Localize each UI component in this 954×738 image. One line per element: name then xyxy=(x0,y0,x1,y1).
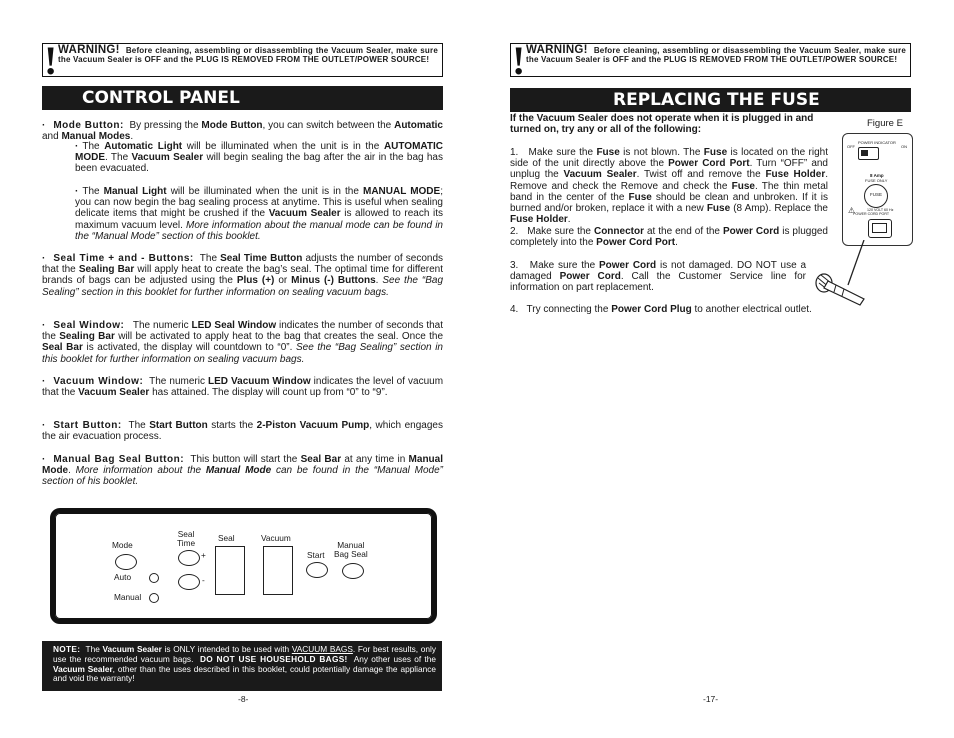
panel-minus-label: - xyxy=(202,575,205,585)
fig-fuse-only: FUSE ONLY xyxy=(865,178,888,183)
seal-time-plus-button[interactable] xyxy=(178,550,200,566)
panel-start-label: Start xyxy=(307,550,325,560)
seal-window-description: · Seal Window: The numeric LED Seal Window indicates the number of seconds that the Sealing Bar will be activated to apply heat to the bag that creates the seal. Once the Seal Bar is activated, the display will countdown to “0”. See the “Bag Sealing” section in this booklet for further information on sealing vacuum bags. xyxy=(42,320,444,365)
seal-time-minus-button[interactable] xyxy=(178,574,200,590)
warning-title: WARNING! xyxy=(58,44,120,56)
auto-light-icon xyxy=(149,573,159,583)
panel-sealtime-label: Seal Time xyxy=(177,529,196,548)
panel-seal-label: Seal xyxy=(218,533,235,543)
seal-window-display xyxy=(215,546,245,595)
fig-power-indicator: POWER INDICATOR xyxy=(858,140,896,145)
note-box: NOTE: The Vacuum Sealer is ONLY intended to be used with VACUUM BAGS. For best results, only use the recommended vacuum bags. DO NOT USE HOUSEHOLD BAGS! Any other uses of the Vacuum Sealer, other than the uses described in this booklet, could potentially damage the appliance and void the warranty! xyxy=(42,641,442,691)
panel-vacuum-label: Vacuum xyxy=(261,533,291,543)
power-cord-port-icon xyxy=(868,219,892,238)
mode-button[interactable] xyxy=(115,554,137,570)
figure-label: Figure E xyxy=(867,118,903,129)
warning-triangle-icon: ⚠ xyxy=(848,206,856,215)
fig-amp: 8 Amp xyxy=(870,173,884,178)
fuse-figure xyxy=(842,133,913,246)
panel-mode-label: Mode xyxy=(112,540,133,550)
manual-light-icon xyxy=(149,593,159,603)
warning-box xyxy=(42,38,443,83)
seal-time-description: · Seal Time + and - Buttons: The Seal Time Button adjusts the number of seconds that the Sealing Bar will apply heat to create the bag’s seal. The optimal time for different brands of bags can be adjusted using the Plus (+) or Minus (-) Buttons. See the “Bag Sealing” section in this booklet for further information on sealing vacuum bags. xyxy=(42,253,444,298)
vacuum-window-display xyxy=(263,546,293,595)
exclamation-icon: ! xyxy=(44,38,58,83)
panel-auto-label: Auto xyxy=(114,572,132,582)
mode-button-description: · Mode Button: By pressing the Mode Button, you can switch between the Automatic and Manual Modes. xyxy=(42,120,443,143)
step-3: 3. Make sure the Power Cord is not damaged. DO NOT use a damaged Power Cord. Call the Customer Service line for information on part replacement. xyxy=(510,260,807,294)
start-button[interactable] xyxy=(306,562,328,578)
intro-text: If the Vacuum Sealer does not operate when it is plugged in and turned on, try any or all of the following: xyxy=(510,113,814,136)
fig-power-cord-port: POWER CORD PORT xyxy=(853,212,890,216)
power-switch-icon xyxy=(858,147,879,160)
panel-manual-label: Manual xyxy=(114,592,142,602)
automatic-mode-description: · The Automatic Light will be illuminated when the unit is in the AUTOMATIC MODE. The Vacuum Sealer will begin sealing the bag after the air in the bag has been evacuated. xyxy=(75,141,444,175)
fig-on: ON xyxy=(901,144,907,149)
manual-mode-description: · The Manual Light will be illuminated when the unit is in the MANUAL MODE; you can now begin the bag sealing process at anytime. This is useful when sealing delicate items that might be crushed if the Vacuum Sealer is allowed to reach its maximum vacuum level. More information about the manual mode can be found in the “Manual Mode” section of this booklet. xyxy=(75,186,443,242)
warning-text: Before cleaning, assembling or disassembling the Vacuum Sealer, make sure the Vacuum Sealer is OFF and the PLUG IS REMOVED FROM THE OUTLET/POWER SOURCE! xyxy=(58,46,438,65)
manual-bag-seal-description: · Manual Bag Seal Button: This button will start the Seal Bar at any time in Manual Mode. More information about the Manual Mode can be found in the “Manual Mode” section of his booklet. xyxy=(42,454,443,488)
section-heading: CONTROL PANEL xyxy=(42,86,443,110)
panel-plus-label: + xyxy=(201,550,206,560)
step-2: 2. Make sure the Connector at the end of the Power Cord is plugged completely into the Power Cord Port. xyxy=(510,226,828,249)
exclamation-icon: ! xyxy=(512,38,526,83)
step-1: 1. Make sure the Fuse is not blown. The Fuse is located on the right side of the unit directly above the Power Cord Port. Turn “OFF” and unplug the Vacuum Sealer. Twist off and remove the Fuse Holder. Remove and check the Remove and check the Fuse. The thin metal band in the center of the Fuse should be clean and unbroken. If it is burned and/or broken, replace it with a new Fuse (8 Amp). Replace the Fuse Holder. xyxy=(510,147,828,226)
page-number-left: -8- xyxy=(238,694,249,704)
warning-title: WARNING! xyxy=(526,44,588,56)
vacuum-window-description: · Vacuum Window: The numeric LED Vacuum Window indicates the level of vacuum that the Vacuum Sealer has attained. The display will count up from “0” to “9”. xyxy=(42,376,444,399)
start-button-description: · Start Button: The Start Button starts the 2-Piston Vacuum Pump, which engages the air evacuation process. xyxy=(42,420,443,443)
control-panel-diagram xyxy=(50,508,437,624)
fig-fuse: FUSE xyxy=(870,192,883,197)
section-heading: REPLACING THE FUSE xyxy=(510,88,911,112)
fig-volt: 120 VOLT 60 Hz xyxy=(867,208,894,212)
warning-box xyxy=(510,38,911,83)
panel-manual-bag-seal-label: Manual Bag Seal xyxy=(334,540,368,559)
page-number-right: -17- xyxy=(703,694,719,704)
warning-text: Before cleaning, assembling or disassembling the Vacuum Sealer, make sure the Vacuum Sealer is OFF and the PLUG IS REMOVED FROM THE OUTLET/POWER SOURCE! xyxy=(526,46,906,65)
step-4: 4. Try connecting the Power Cord Plug to another electrical outlet. xyxy=(510,304,812,315)
manual-bag-seal-button[interactable] xyxy=(342,563,364,579)
fig-off: OFF xyxy=(847,144,855,149)
